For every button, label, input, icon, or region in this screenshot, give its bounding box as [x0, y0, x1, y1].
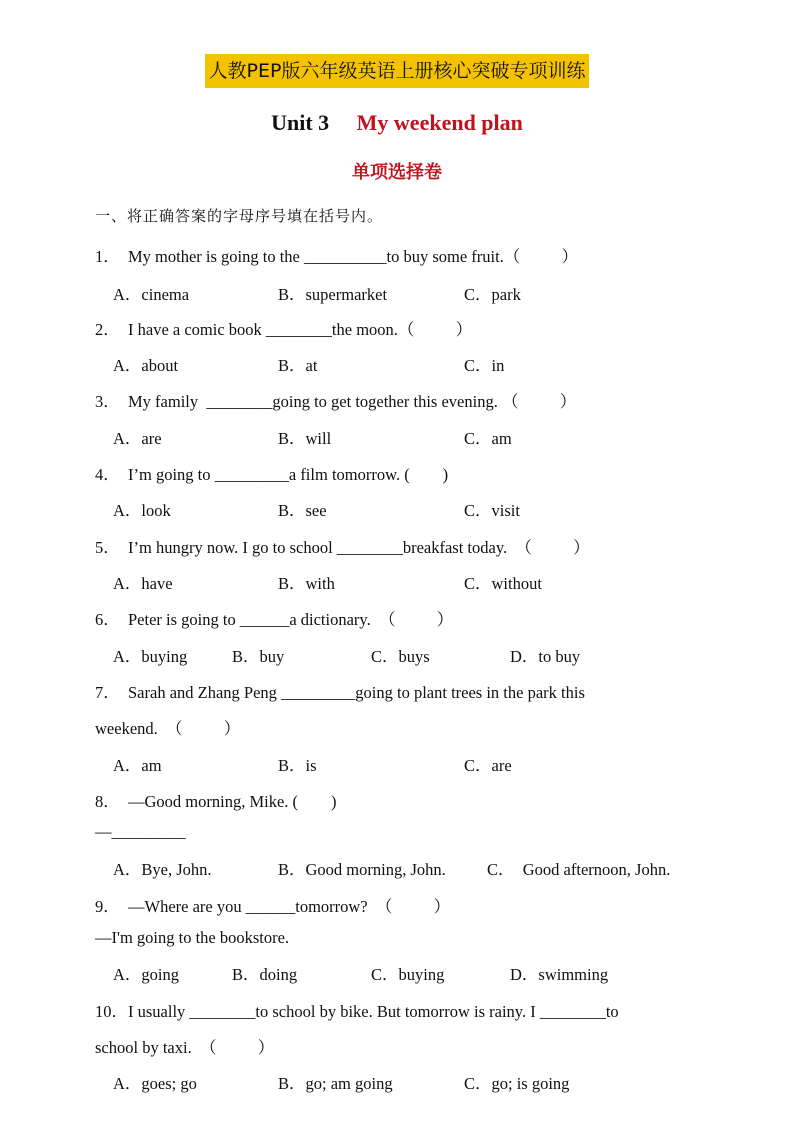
section-instruction: 一、将正确答案的字母序号填在括号内。 — [95, 207, 384, 225]
q6-option-c: C．buys — [371, 647, 430, 666]
question-7-continued: weekend. （ ） — [95, 719, 241, 738]
q1-option-c: C．park — [464, 285, 521, 304]
question-5: 5． I’m hungry now. I go to school ________breakfast today. （ ） — [95, 538, 590, 557]
question-8: 8． —Good morning, Mike. ( ) — [95, 792, 337, 811]
header-banner — [0, 56, 794, 83]
q5-option-c: C．without — [464, 574, 542, 593]
q3-option-c: C．am — [464, 429, 512, 448]
question-10-continued: school by taxi. （ ） — [95, 1038, 275, 1057]
q3-option-b: B．will — [278, 429, 332, 448]
q4-option-c: C．visit — [464, 501, 520, 520]
question-7: 7． Sarah and Zhang Peng _________going to plant trees in the park this — [95, 683, 585, 702]
q10-option-b: B．go; am going — [278, 1074, 393, 1093]
q7-option-c: C．are — [464, 756, 512, 775]
q8-option-c: C． Good afternoon, John. — [487, 860, 671, 879]
q7-option-a: A．am — [113, 756, 162, 775]
q6-option-d: D．to buy — [510, 647, 581, 666]
q1-option-b: B．supermarket — [278, 285, 388, 304]
question-4: 4． I’m going to _________a film tomorrow. ( ) — [95, 465, 449, 484]
q2-option-c: C．in — [464, 356, 505, 375]
q3-option-a: A．are — [113, 429, 162, 448]
question-3: 3． My family ________going to get together this evening. （ ） — [95, 392, 577, 411]
question-9-reply: —I'm going to the bookstore. — [95, 928, 290, 947]
q1-option-a: A．cinema — [113, 285, 190, 304]
q2-option-a: A．about — [113, 356, 179, 375]
unit-heading — [0, 110, 794, 136]
q4-option-a: A．look — [113, 501, 171, 520]
q6-option-b: B．buy — [232, 647, 285, 666]
question-6: 6． Peter is going to ______a dictionary. （ ） — [95, 610, 454, 629]
question-8-reply: —_________ — [95, 822, 186, 841]
q6-option-a: A．buying — [113, 647, 188, 666]
q9-option-a: A．going — [113, 965, 179, 984]
q5-option-a: A．have — [113, 574, 173, 593]
question-9: 9． —Where are you ______tomorrow? （ ） — [95, 897, 451, 916]
q9-option-b: B．doing — [232, 965, 298, 984]
unit-title: My weekend plan — [356, 110, 523, 135]
q2-option-b: B．at — [278, 356, 318, 375]
q10-option-c: C．go; is going — [464, 1074, 570, 1093]
question-2: 2． I have a comic book ________the moon.（ ） — [95, 320, 473, 339]
q9-option-d: D．swimming — [510, 965, 609, 984]
q7-option-b: B．is — [278, 756, 317, 775]
unit-label: Unit 3 — [271, 110, 330, 135]
q4-option-b: B．see — [278, 501, 327, 520]
q9-option-c: C．buying — [371, 965, 445, 984]
paper-subtitle: 单项选择卷 — [352, 162, 442, 183]
q10-option-a: A．goes; go — [113, 1074, 197, 1093]
header-title: 人教PEP版六年级英语上册核心突破专项训练 — [205, 54, 590, 88]
q8-option-b: B．Good morning, John. — [278, 860, 446, 879]
question-10: 10．I usually ________to school by bike. But tomorrow is rainy. I ________to — [95, 1002, 619, 1021]
q8-option-a: A．Bye, John. — [113, 860, 212, 879]
q5-option-b: B．with — [278, 574, 335, 593]
question-1: 1． My mother is going to the __________to buy some fruit.（ ） — [95, 247, 579, 266]
